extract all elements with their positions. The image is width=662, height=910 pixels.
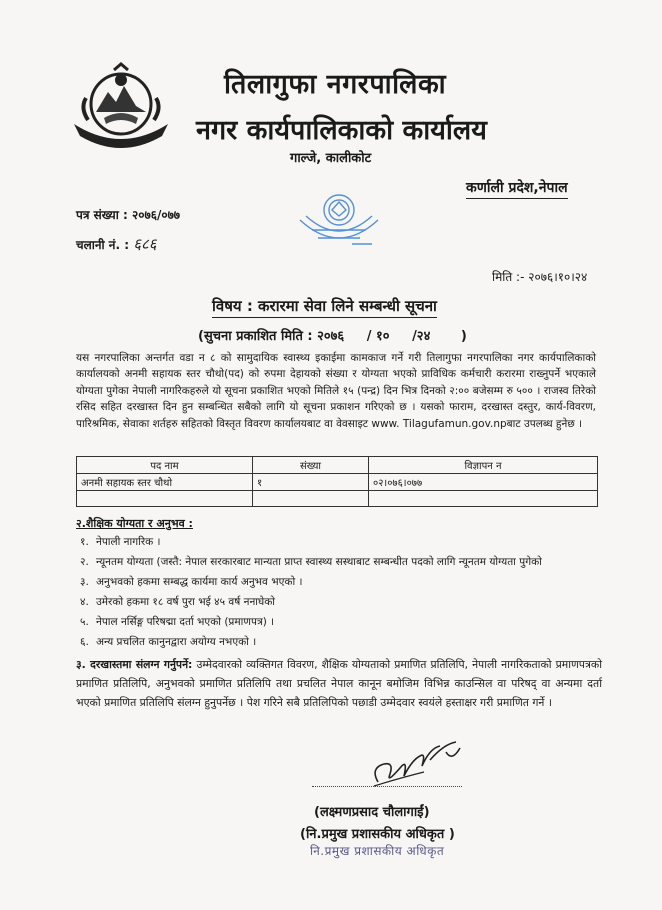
- attachments-label: ३. दरखास्तमा संलग्न गर्नुपर्ने:: [76, 658, 193, 671]
- publication-date-day: /२४: [412, 329, 431, 344]
- notice-subject: विषय : करारमा सेवा लिने सम्बन्धी सूचना: [212, 296, 437, 318]
- cell-post: अनमी सहायक स्तर चौथो: [77, 474, 253, 491]
- list-item: २. न्यूनतम योग्यता (जस्तै: नेपाल सरकारबाट मान्यता प्राप्त स्वास्थ्य सस्थाबाट सम्बन्धीत पदको लागि न्यूनतम योग्यता पुगेको: [80, 556, 542, 568]
- publication-date: [198, 326, 467, 344]
- province-name: कर्णाली प्रदेश,नेपाल: [466, 178, 568, 199]
- letter-number-label: पत्र संख्या :: [76, 208, 128, 222]
- list-item: ६. अन्य प्रचलित कानुनद्वारा अयोग्य नभएको ।: [80, 636, 257, 648]
- office-seal-stamp: [292, 186, 386, 252]
- col-header-post: पद नाम: [77, 457, 253, 474]
- notice-body: यस नगरपालिका अन्तर्गत वडा न ८ को सामुदायिक स्वास्थ्य इकाईमा कामकाज गर्ने गरी तिलागुफा नगरपालिका नगर कार्यपालिकाको कार्यालयको अनमी सहायक स्तर चौथो(पद) को रुपमा देहायको संख्या र योग्यता भएको प्राविधिक कर्मचारी करारमा राख्नुपर्ने भएकाले योग्यता पुगेका नेपाली नागरिकहरुले यो सूचना प्रकाशित भएको मितिले १५ (पन्द्र) दिन भित्र दिनको २:०० बजेसम्म रु ५०० । राजस्व तिरेको रसिद सहित दरखास्त दिन हुन सम्बन्धित सबैको लागि यो सूचना प्रकाशन गरिएको छ । यसको फाराम, दरखास्त दस्तुर, कार्य-विवरण, पारिश्रमिक, सेवाका शर्तहरु सहितको विस्तृत विवरण कार्यालयबाट वा वेवसाइट www. Tilagufamun.gov.npबाट उपलब्ध हुनेछ ।: [76, 352, 596, 430]
- list-item: १. नेपाली नागरिक ।: [80, 536, 161, 548]
- qualification-heading: २.शैक्षिक योग्यता र अनुभव :: [76, 517, 193, 530]
- table-row: [77, 474, 598, 491]
- office-name: नगर कार्यपालिकाको कार्यालय: [196, 115, 487, 146]
- cell-ad-number: [369, 491, 598, 507]
- col-header-ad-number: विज्ञापन न: [369, 457, 598, 474]
- cell-ad-number: ०२।०७६।०७७: [369, 474, 598, 491]
- qualification-list: [76, 534, 600, 654]
- cell-post: [77, 491, 253, 507]
- cell-count: [253, 491, 369, 507]
- list-item: ५. नेपाल नर्सिङ्ग परिषद्मा दर्ता भएको (प्रमाणपत्र) ।: [80, 616, 275, 628]
- attachments-text: उम्मेदवारको व्यक्तिगत विवरण, शैक्षिक योग्यताको प्रमाणित प्रतिलिपि, नेपाली नागरिकताको प्रमाणपत्रको प्रमाणित प्रतिलिपि, अनुभवको प्रमाणित प्रतिलिपि तथा प्रचलित नेपाल कानून बमोजिम विभिन्न काउन्सिल वा परिषद् वा अन्यमा दर्ता भएको प्रमाणित प्रतिलिपि संलग्न हुनुपर्नेछ । पेश गरिने सबै प्रतिलिपिको पछाडी उम्मेदवार स्वयंले हस्ताक्षर गरी प्रमाणित गर्ने ।: [76, 658, 602, 709]
- signatory-rubber-stamp: नि.प्रमुख प्रशासकीय अधिकृत: [310, 844, 445, 858]
- municipality-name: तिलागुफा नगरपालिका: [224, 69, 447, 100]
- table-row: [77, 491, 598, 507]
- signature-line: [312, 786, 462, 787]
- vacancy-table-header: [77, 457, 598, 474]
- signatory-title: (नि.प्रमुख प्रशासकीय अधिकृत ): [300, 827, 455, 842]
- list-item: ४. उमेरको हकमा १८ वर्ष पुरा भई ४५ वर्ष ननाघेको: [80, 596, 275, 608]
- office-location: गाल्जे, कालीकोट: [290, 151, 372, 166]
- nepal-emblem-icon: [66, 62, 176, 152]
- signatory-name: (लक्ष्मणप्रसाद चौलागाईं): [314, 805, 430, 820]
- publication-date-month: / १०: [366, 329, 390, 344]
- list-item: ३. अनुभवको हकमा सम्बद्ध कार्यमा कार्य अनुभव भएको ।: [80, 576, 303, 588]
- dispatch-number: [76, 234, 157, 254]
- dispatch-number-label: चलानी नं. :: [76, 238, 130, 252]
- dispatch-number-value: ६८६: [133, 235, 157, 253]
- vacancy-table: [76, 456, 598, 507]
- cell-count: १: [253, 474, 369, 491]
- attachments-section: [76, 656, 602, 712]
- letter-number-value: २०७६/०७७: [131, 208, 181, 222]
- publication-date-close: ): [460, 329, 467, 344]
- letter-date: मिति :- २०७६।१०।२४: [492, 270, 588, 284]
- letter-number: [76, 206, 180, 223]
- col-header-count: संख्या: [253, 457, 369, 474]
- handwritten-signature: [360, 738, 470, 790]
- publication-date-label: (सुचना प्रकाशित मिति : २०७६: [198, 329, 345, 344]
